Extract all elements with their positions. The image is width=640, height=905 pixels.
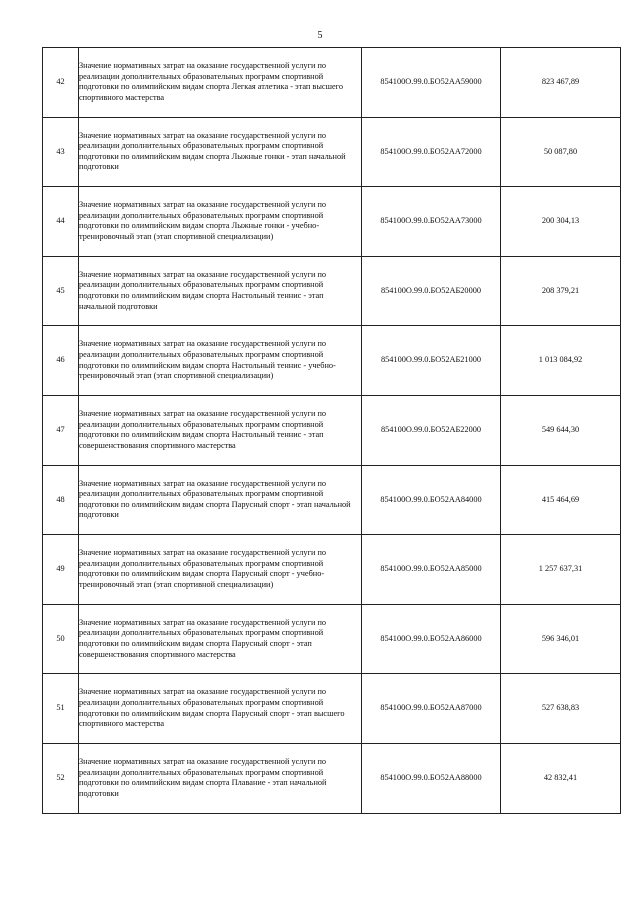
table-row [43,256,621,326]
row-value: 549 644,30 [501,395,621,465]
row-number: 44 [43,187,79,257]
row-number: 47 [43,395,79,465]
row-number: 46 [43,326,79,396]
row-description: Значение нормативных затрат на оказание государственной услуги по реализации дополнительных образовательных программ спортивной подготовки по олимпийским видам спорта Парусный спорт - учебно-тренировочный этап (этап спортивной специализации) [79,535,362,605]
row-number: 43 [43,117,79,187]
row-number: 45 [43,256,79,326]
row-value: 527 638,83 [501,674,621,744]
row-value: 50 087,80 [501,117,621,187]
table-row [43,465,621,535]
table-row [43,395,621,465]
row-code: 854100О.99.0.БО52АБ20000 [362,256,501,326]
row-code: 854100О.99.0.БО52АА84000 [362,465,501,535]
row-description: Значение нормативных затрат на оказание государственной услуги по реализации дополнительных образовательных программ спортивной подготовки по олимпийским видам спорта Настольный теннис - этап совершенствования спортивного мастерства [79,395,362,465]
row-description: Значение нормативных затрат на оказание государственной услуги по реализации дополнительных образовательных программ спортивной подготовки по олимпийским видам спорта Легкая атлетика - этап высшего спортивного мастерства [79,48,362,118]
row-value: 596 346,01 [501,604,621,674]
row-code: 854100О.99.0.БО52АА73000 [362,187,501,257]
row-value: 415 464,69 [501,465,621,535]
row-code: 854100О.99.0.БО52АА59000 [362,48,501,118]
row-value: 200 304,13 [501,187,621,257]
norms-table [42,47,621,814]
row-code: 854100О.99.0.БО52АБ22000 [362,395,501,465]
row-description: Значение нормативных затрат на оказание государственной услуги по реализации дополнительных образовательных программ спортивной подготовки по олимпийским видам спорта Настольный теннис - этап начальной подготовки [79,256,362,326]
row-value: 208 379,21 [501,256,621,326]
row-value: 42 832,41 [501,743,621,813]
table-row [43,535,621,605]
page-number: 5 [317,30,323,41]
row-code: 854100О.99.0.БО52АБ21000 [362,326,501,396]
table-row [43,674,621,744]
table-row [43,604,621,674]
row-code: 854100О.99.0.БО52АА88000 [362,743,501,813]
row-value: 823 467,89 [501,48,621,118]
row-code: 854100О.99.0.БО52АА87000 [362,674,501,744]
row-description: Значение нормативных затрат на оказание государственной услуги по реализации дополнительных образовательных программ спортивной подготовки по олимпийским видам спорта Парусный спорт - этап начальной подготовки [79,465,362,535]
table-row [43,117,621,187]
row-code: 854100О.99.0.БО52АА72000 [362,117,501,187]
row-number: 42 [43,48,79,118]
table-row [43,743,621,813]
row-value: 1 013 084,92 [501,326,621,396]
row-number: 50 [43,604,79,674]
row-description: Значение нормативных затрат на оказание государственной услуги по реализации дополнительных образовательных программ спортивной подготовки по олимпийским видам спорта Лыжные гонки - учебно-тренировочный этап (этап спортивной специализации) [79,187,362,257]
row-number: 51 [43,674,79,744]
row-number: 49 [43,535,79,605]
row-code: 854100О.99.0.БО52АА85000 [362,535,501,605]
table-row [43,326,621,396]
row-code: 854100О.99.0.БО52АА86000 [362,604,501,674]
row-description: Значение нормативных затрат на оказание государственной услуги по реализации дополнительных образовательных программ спортивной подготовки по олимпийским видам спорта Лыжные гонки - этап начальной подготовки [79,117,362,187]
table-row [43,48,621,118]
table-row [43,187,621,257]
row-value: 1 257 637,31 [501,535,621,605]
row-number: 52 [43,743,79,813]
row-description: Значение нормативных затрат на оказание государственной услуги по реализации дополнительных образовательных программ спортивной подготовки по олимпийским видам спорта Парусный спорт - этап высшего спортивного мастерства [79,674,362,744]
row-description: Значение нормативных затрат на оказание государственной услуги по реализации дополнительных образовательных программ спортивной подготовки по олимпийским видам спорта Плавание - этап начальной подготовки [79,743,362,813]
row-number: 48 [43,465,79,535]
row-description: Значение нормативных затрат на оказание государственной услуги по реализации дополнительных образовательных программ спортивной подготовки по олимпийским видам спорта Настольный теннис - учебно-тренировочный этап (этап спортивной специализации) [79,326,362,396]
row-description: Значение нормативных затрат на оказание государственной услуги по реализации дополнительных образовательных программ спортивной подготовки по олимпийским видам спорта Парусный спорт - этап совершенствования спортивного мастерства [79,604,362,674]
